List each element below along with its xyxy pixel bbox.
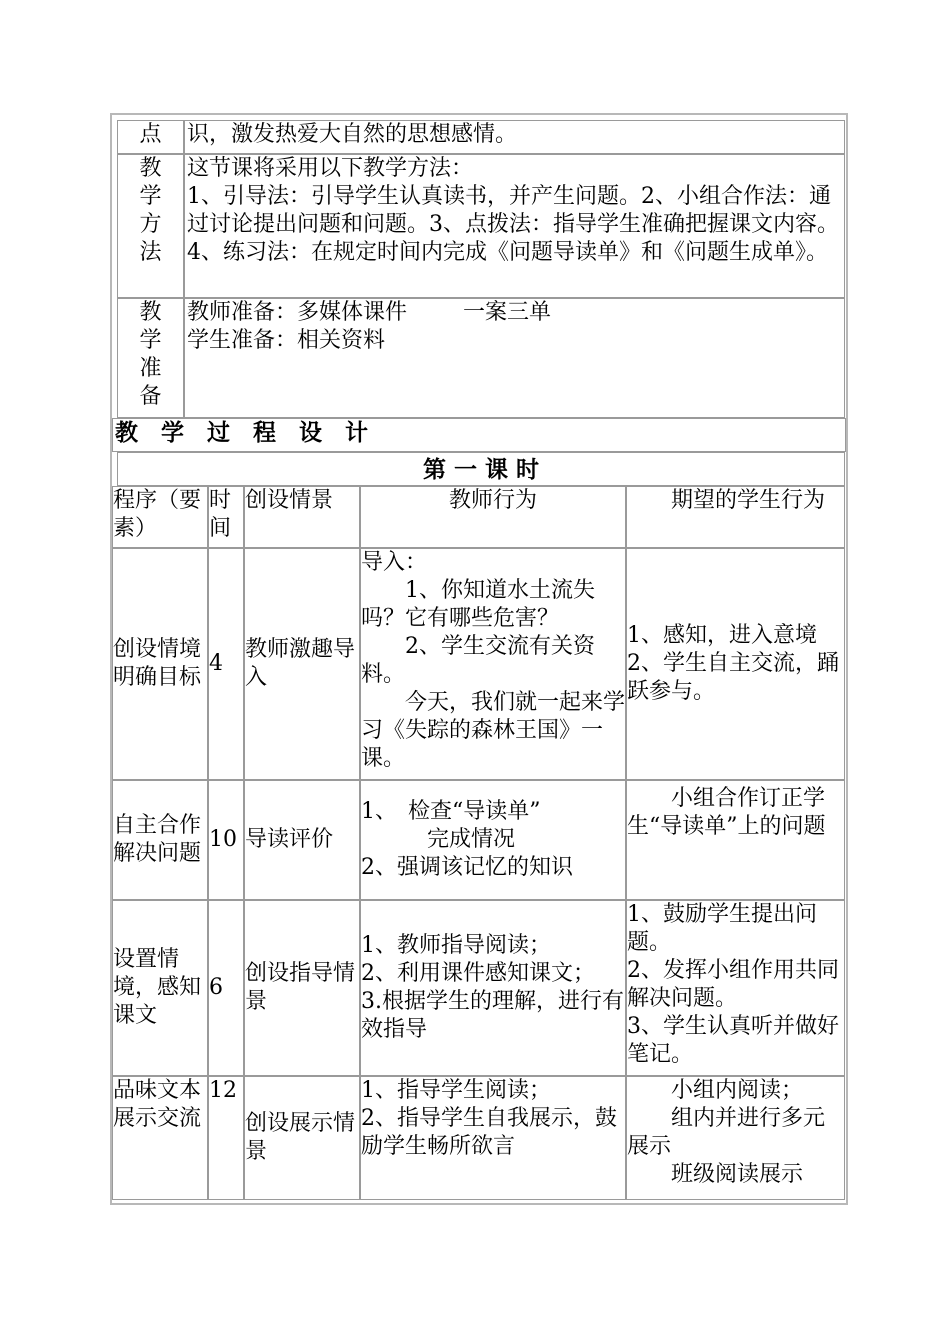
table-row-time: 12 <box>208 1076 244 1200</box>
table-row-scene <box>244 548 360 780</box>
teaching-prep-content: 教师准备：多媒体课件 一案三单 学生准备：相关资料 <box>184 298 845 418</box>
step-text: 创设情境明确目标 <box>113 637 202 690</box>
teaching-method-content: 这节课将采用以下教学方法： 1、引导法：引导学生认真读书，并产生问题。2、小组合作法：通过讨论提出问题和问题。3、点拨法：指导学生准确把握课文内容。4、练习法：在规定时间内完成《问题导读单》和《问题生成单》。 <box>184 154 845 298</box>
teacher-text: 1、 检查“导读单” 完成情况 2、强调该记忆的知识 <box>361 799 573 880</box>
table-row-time <box>208 780 244 900</box>
table-row-teacher: 导入： 1、你知道水土流失吗？它有哪些危害？ 2、学生交流有关资料。 今天，我们就一起来学习《失踪的森林王国》一课。 <box>360 548 626 780</box>
key-point-content: 识，激发热爱大自然的思想感情。 <box>184 120 845 154</box>
scene-text: 创设指导情景 <box>245 961 356 1014</box>
table-row-step <box>112 900 208 1076</box>
label-teaching-method <box>117 154 184 298</box>
scene-text: 教师激趣导入 <box>245 637 356 690</box>
label-char: 备 <box>139 384 162 409</box>
table-row-teacher <box>360 780 626 900</box>
table-row-step: 品味文本 展示交流 <box>112 1076 208 1200</box>
table-row-scene <box>244 1076 360 1200</box>
scene-text: 创设展示情景 <box>245 1111 356 1164</box>
label-char: 准 <box>139 356 162 381</box>
time-text: 4 <box>209 651 223 676</box>
lesson-plan-page <box>110 113 848 1205</box>
step-text: 设置情境，感知课文 <box>113 947 202 1028</box>
label-char: 教 <box>139 300 162 325</box>
table-row-student: 1、鼓励学生提出问题。 2、发挥小组作用共同解决问题。 3、学生认真听并做好笔记。 <box>626 900 845 1076</box>
section-title: 教 学 过 程 设 计 <box>112 418 846 452</box>
label-char: 学 <box>139 184 162 209</box>
student-text: 1、感知，进入意境 2、学生自主交流，踊跃参与。 <box>627 623 839 704</box>
time-text: 6 <box>209 975 223 1000</box>
table-row-student <box>626 548 845 780</box>
label-char: 教 <box>139 156 162 181</box>
header-teacher: 教师行为 <box>360 486 626 548</box>
label-char: 学 <box>139 328 162 353</box>
time-text: 10 <box>209 827 237 852</box>
label-key-point <box>117 120 184 154</box>
header-student: 期望的学生行为 <box>626 486 845 548</box>
table-row-scene <box>244 780 360 900</box>
table-row-student: 小组内阅读； 组内并进行多元展示 班级阅读展示 <box>626 1076 845 1200</box>
table-row-teacher: 1、指导学生阅读； 2、指导学生自我展示，鼓励学生畅所欲言 <box>360 1076 626 1200</box>
lesson-title: 第 一 课 时 <box>117 452 845 486</box>
table-row-student: 小组合作订正学生“导读单”上的问题 <box>626 780 845 900</box>
header-scene: 创设情景 <box>244 486 360 548</box>
label-char: 法 <box>139 240 162 265</box>
table-row-time <box>208 548 244 780</box>
table-row-time <box>208 900 244 1076</box>
step-text: 自主合作解决问题 <box>113 813 202 866</box>
table-row-scene <box>244 900 360 1076</box>
header-step: 程序（要素） <box>112 486 208 548</box>
table-row-teacher <box>360 900 626 1076</box>
label-char: 方 <box>139 212 162 237</box>
teacher-text: 1、教师指导阅读； 2、利用课件感知课文； 3.根据学生的理解，进行有效指导 <box>361 933 624 1042</box>
table-row-step <box>112 780 208 900</box>
table-row-step <box>112 548 208 780</box>
label-char: 点 <box>139 122 162 147</box>
header-time: 时间 <box>208 486 244 548</box>
scene-text: 导读评价 <box>245 827 334 852</box>
label-teaching-prep <box>117 298 184 418</box>
